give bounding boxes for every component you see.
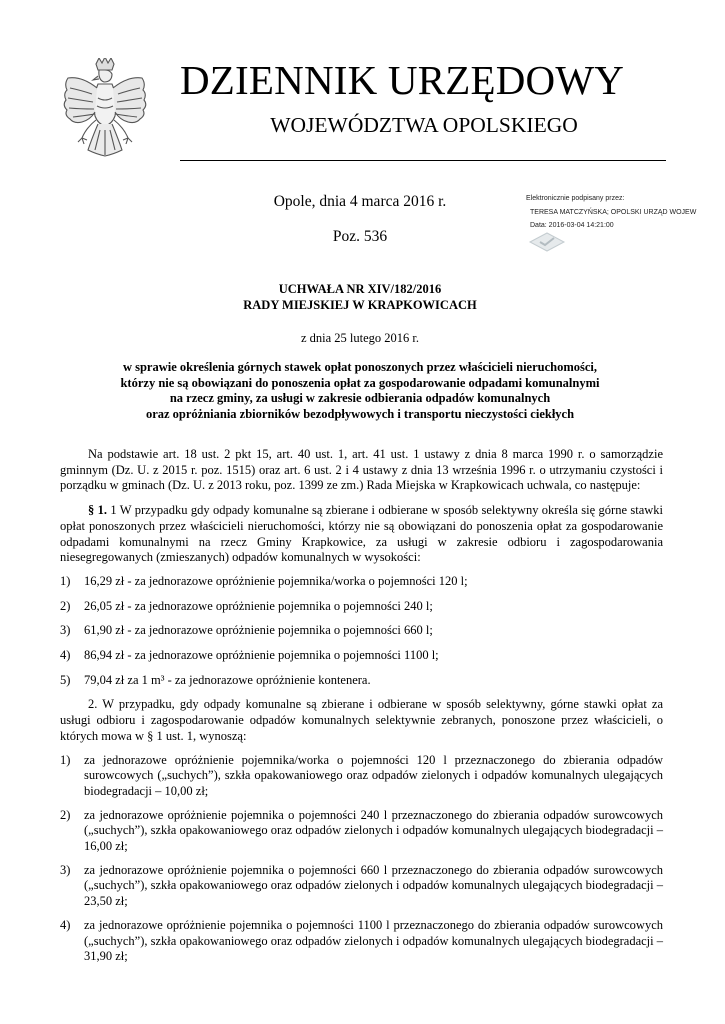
list-item-text: za jednorazowe opróżnienie pojemnika/worka o pojemności 120 l przeznaczonego do zbierania odpadów surowcowych („suchych”), szkła opakowaniowego oraz odpadów zielonych i odpadów komunalnych ulegających biodegradacji – 10,00 zł; <box>84 752 663 798</box>
list-item-text: 16,29 zł - za jednorazowe opróżnienie pojemnika/worka o pojemności 120 l; <box>84 573 468 588</box>
subject-line: oraz opróżniania zbiorników bezodpływowych i transportu nieczystości ciekłych <box>145 406 575 421</box>
list-item-number: 4) <box>60 917 71 932</box>
preamble-paragraph: Na podstawie art. 18 ust. 2 pkt 15, art. 40 ust. 1, art. 41 ust. 1 ustawy z dnia 8 marca 1990 r. o samorządzie gminnym (Dz. U. z 2015 r. poz. 1515) oraz art. 6 ust. 2 i 4 ustawy z dnia 13 września 1996 r. o utrzymaniu czystości i porządku w gminach (Dz. U. z 2013 roku, poz. 1399 ze zm.) Rada Miejska w Krapkowicach uchwala, co następuje: <box>60 447 663 493</box>
subject-line: którzy nie są obowiązani do ponoszenia opłat za gospodarowanie odpadami komunalnymi <box>120 375 600 390</box>
list-item-number: 1) <box>60 573 71 588</box>
list-item-number: 3) <box>60 862 71 877</box>
list-item-number: 4) <box>60 648 71 663</box>
signature-signer: TERESA MATCZYŃSKA; OPOLSKI URZĄD WOJEW <box>530 209 697 216</box>
list-item <box>60 918 663 965</box>
list-item-text: za jednorazowe opróżnienie pojemnika o pojemności 1100 l przeznaczonego do zbierania odpadów surowcowych („suchych”), szkła opakowaniowego oraz odpadów zielonych i odpadów komunalnych ulegających biodegradacji – 31,90 zł; <box>84 917 663 964</box>
list-item-text: 86,94 zł - za jednorazowe opróżnienie pojemnika o pojemności 1100 l; <box>84 648 439 663</box>
resolution-heading <box>60 281 660 313</box>
list-item-text: za jednorazowe opróżnienie pojemnika o pojemności 240 l przeznaczonego do zbierania odpadów surowcowych („suchych”), szkła opakowaniowego oraz odpadów zielonych i odpadów komunalnych ulegających biodegradacji – 16,00 zł; <box>84 807 663 854</box>
section-1-label: § 1. <box>88 503 107 518</box>
subject-line: w sprawie określenia górnych stawek opłat ponoszonych przez właścicieli nieruchomości, <box>122 360 598 374</box>
signature-check-icon <box>528 231 566 253</box>
white-eagle-emblem-icon <box>62 58 148 166</box>
paragraph-2: 2. W przypadku, gdy odpady komunalne są zbierane i odbierane w sposób selektywny, górne stawki opłat za usługi odbioru i zagospodarowanie odpadów komunalnych selektywnie zebranych, ponoszone przez właścicieli, o których mowa w § 1 ust. 1, wynoszą: <box>60 697 663 743</box>
list-item-number: 2) <box>60 598 71 613</box>
list-item <box>60 648 663 664</box>
list-item <box>60 599 663 615</box>
list-item <box>60 673 663 689</box>
list-item <box>60 808 663 855</box>
list-item-number: 2) <box>60 807 71 822</box>
signature-label: Elektronicznie podpisany przez: <box>526 195 625 202</box>
list-item-number: 5) <box>60 672 71 687</box>
list-item-number: 3) <box>60 623 71 638</box>
list-item <box>60 863 663 910</box>
header-rule <box>180 160 666 161</box>
list-item <box>60 753 663 800</box>
list-item-text: za jednorazowe opróżnienie pojemnika o pojemności 660 l przeznaczonego do zbierania odpadów surowcowych („suchych”), szkła opakowaniowego oraz odpadów zielonych i odpadów komunalnych ulegających biodegradacji – 23,50 zł; <box>84 862 663 909</box>
electronic-signature-block <box>526 195 722 257</box>
section-1-paragraph <box>60 503 663 566</box>
list-item <box>60 574 663 590</box>
resolution-subject <box>60 360 660 422</box>
resolution-number: UCHWAŁA NR XIV/182/2016 <box>278 282 442 296</box>
resolution-date: z dnia 25 lutego 2016 r. <box>300 331 420 345</box>
publication-place-date: Opole, dnia 4 marca 2016 r. <box>273 193 447 210</box>
journal-title: DZIENNIK URZĘDOWY <box>180 57 625 103</box>
resolution-body <box>60 447 663 965</box>
list-item-text: 26,05 zł - za jednorazowe opróżnienie pojemnika o pojemności 240 l; <box>84 598 433 613</box>
signature-date: Data: 2016-03-04 14:21:00 <box>530 222 614 229</box>
position-number: Poz. 536 <box>332 228 388 245</box>
list-item <box>60 623 663 639</box>
resolution-authority: RADY MIEJSKIEJ W KRAPKOWICACH <box>243 298 477 312</box>
list-item-text: 79,04 zł za 1 m³ - za jednorazowe opróżnienie kontenera. <box>84 672 371 687</box>
list-item-number: 1) <box>60 752 71 767</box>
section-1-text: 1 W przypadku gdy odpady komunalne są zbierane i odbierane w sposób selektywny określa się górne stawki opłat ponoszonych przez właścicieli nieruchomości, którzy nie są obowiązani do ponoszenia opłat za gospodarowanie odpadami komunalnymi na rzecz Gminy Krapkowice, za usługi w zakresie odbioru i zagospodarowania niesegregowanych (zmieszanych) odpadów komunalnych w wysokości: <box>60 503 663 565</box>
list-item-text: 61,90 zł - za jednorazowe opróżnienie pojemnika o pojemności 660 l; <box>84 623 433 638</box>
rates-mixed-waste-list <box>60 574 663 689</box>
journal-subtitle: WOJEWÓDZTWA OPOLSKIEGO <box>270 113 578 137</box>
rates-selective-waste-list <box>60 753 663 965</box>
subject-line: na rzecz gminy, za usługi w zakresie odbierania odpadów komunalnych <box>169 391 551 406</box>
